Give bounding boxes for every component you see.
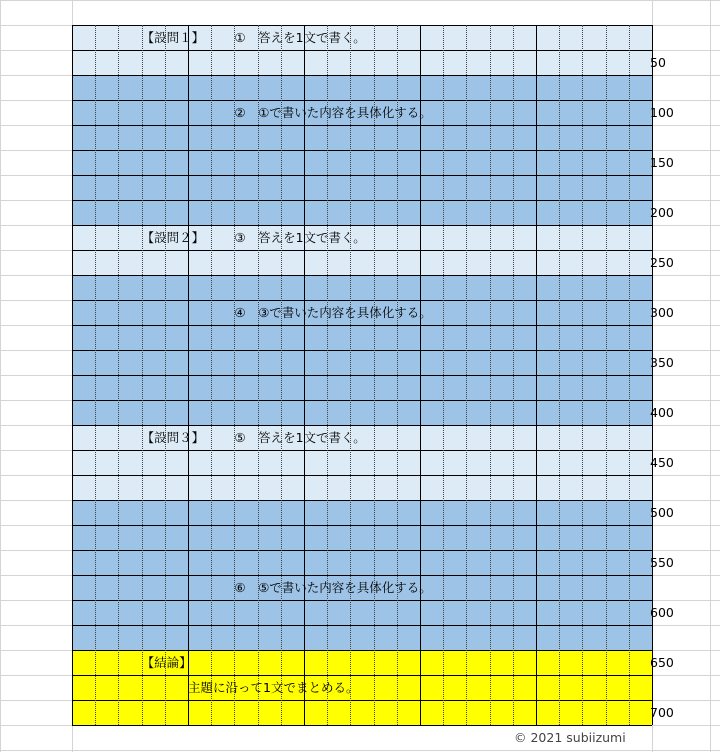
grid-row-line <box>72 525 652 526</box>
row-count-label: 700 <box>650 705 674 720</box>
grid-column-line <box>304 25 305 725</box>
grid-column-line <box>629 25 630 725</box>
grid-row-line <box>72 550 652 551</box>
q2-step: ③ 答えを1文で書く。 <box>234 230 366 245</box>
row-count-label: 400 <box>650 405 674 420</box>
grid-row-line <box>72 175 652 176</box>
background-column-line <box>710 0 711 752</box>
background-row-line <box>0 0 720 1</box>
row-count-label: 600 <box>650 605 674 620</box>
row-count-label: 200 <box>650 205 674 220</box>
grid-column-line <box>95 25 96 725</box>
grid-column-line <box>211 25 212 725</box>
q3-step: ⑤ 答えを1文で書く。 <box>234 430 366 445</box>
q3-detail-step: ⑥ ⑤で書いた内容を具体化する。 <box>234 580 432 595</box>
grid-column-line <box>606 25 607 725</box>
grid-column-line <box>559 25 560 725</box>
grid-column-line <box>188 25 189 725</box>
row-count-label: 350 <box>650 355 674 370</box>
grid-row-line <box>72 475 652 476</box>
grid-row-line <box>72 50 652 51</box>
grid-row-line <box>72 375 652 376</box>
grid-column-line <box>536 25 537 725</box>
row-count-label: 550 <box>650 555 674 570</box>
grid-column-line <box>118 25 119 725</box>
q2-heading: 【設問２】 <box>141 230 205 245</box>
conclusion-step: 主題に沿って1文でまとめる。 <box>188 680 359 695</box>
grid-row-line <box>72 500 652 501</box>
grid-row-line <box>72 675 652 676</box>
row-count-label: 100 <box>650 105 674 120</box>
row-count-label: 650 <box>650 655 674 670</box>
grid-row-line <box>72 700 652 701</box>
grid-column-line <box>397 25 398 725</box>
row-count-label: 300 <box>650 305 674 320</box>
grid-row-line <box>72 725 652 726</box>
q1-heading: 【設問１】 <box>141 30 205 45</box>
grid-row-line <box>72 200 652 201</box>
row-count-label: 150 <box>650 155 674 170</box>
grid-column-line <box>513 25 514 725</box>
background-column-line <box>0 0 1 752</box>
grid-row-line <box>72 625 652 626</box>
q1-detail-step: ② ①で書いた内容を具体化する。 <box>234 105 432 120</box>
grid-row-line <box>72 350 652 351</box>
grid-row-line <box>72 125 652 126</box>
grid-row-line <box>72 250 652 251</box>
row-count-label: 250 <box>650 255 674 270</box>
row-count-label: 450 <box>650 455 674 470</box>
grid-column-line <box>327 25 328 725</box>
grid-column-line <box>490 25 491 725</box>
copyright-notice: © 2021 subiizumi <box>514 730 626 745</box>
q2-detail-step: ④ ③で書いた内容を具体化する。 <box>234 305 432 320</box>
conclusion-heading: 【結論】 <box>141 655 192 670</box>
grid-column-line <box>165 25 166 725</box>
background-row-line <box>0 750 720 751</box>
grid-column-line <box>258 25 259 725</box>
grid-row-line <box>72 600 652 601</box>
row-count-label: 500 <box>650 505 674 520</box>
grid-row-line <box>72 450 652 451</box>
grid-row-line <box>72 275 652 276</box>
q3-heading: 【設問３】 <box>141 430 205 445</box>
grid-row-line <box>72 400 652 401</box>
grid-column-line <box>420 25 421 725</box>
grid-column-line <box>281 25 282 725</box>
grid-column-line <box>72 25 73 725</box>
grid-column-line <box>234 25 235 725</box>
grid-row-line <box>72 150 652 151</box>
q1-step: ① 答えを1文で書く。 <box>234 30 366 45</box>
grid-column-line <box>142 25 143 725</box>
grid-column-line <box>582 25 583 725</box>
grid-column-line <box>466 25 467 725</box>
grid-row-line <box>72 75 652 76</box>
grid-column-line <box>443 25 444 725</box>
grid-column-line <box>350 25 351 725</box>
grid-column-line <box>374 25 375 725</box>
grid-row-line <box>72 325 652 326</box>
row-count-label: 50 <box>650 55 666 70</box>
